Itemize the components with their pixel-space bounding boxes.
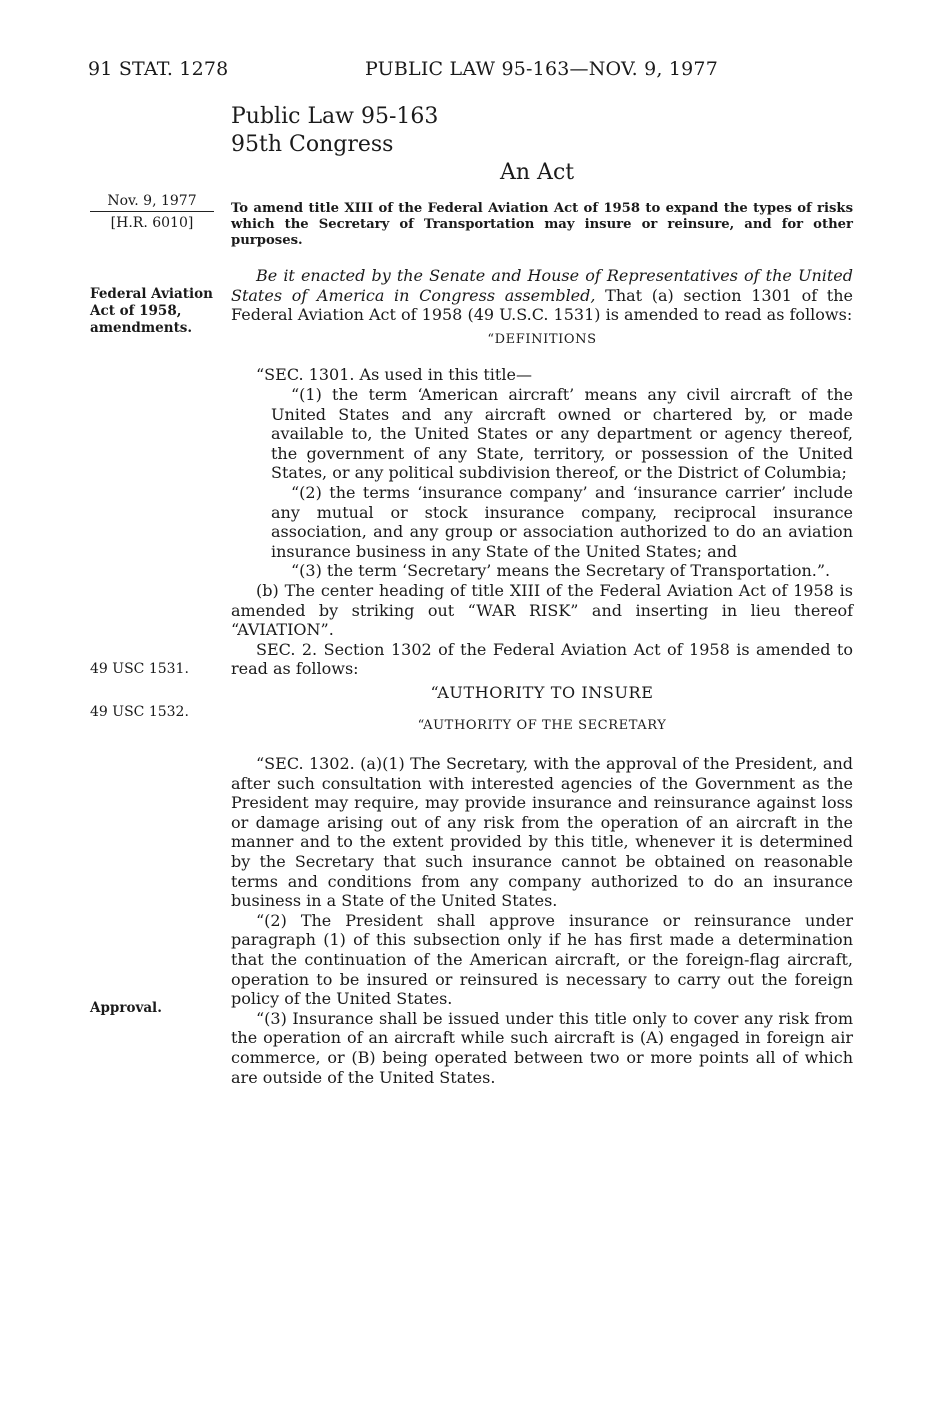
paragraph-b: (b) The center heading of title XIII of the Federal Aviation Act of 1958 is amended by striking out “WAR RISK” and inserting in lieu thereof “AVIATION”. xyxy=(231,580,853,640)
margin-date-block xyxy=(90,193,214,231)
section-1-block xyxy=(231,266,853,1087)
margin-approval: Approval. xyxy=(90,1000,162,1016)
act-purpose: To amend title XIII of the Federal Aviation Act of 1958 to expand the types of risks which the Secretary of Transportation may insure or reinsure, and for other purposes. xyxy=(231,201,853,248)
definition-1: “(1) the term ‘American aircraft’ means any civil aircraft of the United States and any aircraft owned or chartered by, or made available to, the United States or any department or agency thereof, the government of any State, territory, or possession of the United States, or any political subdivision thereof, or the District of Columbia; xyxy=(271,384,853,483)
margin-topic-line-2: Act of 1958, xyxy=(90,303,182,319)
section-2: SEC. 2. Section 1302 of the Federal Aviation Act of 1958 is amended to read as follows: xyxy=(231,639,853,679)
congress-number: 95th Congress xyxy=(231,132,394,157)
sec-1302-a2: “(2) The President shall approve insurance or reinsurance under paragraph (1) of this subsection only if he has first made a determination that the continuation of the American aircraft, or the foreign-flag aircraft, operation to be insured or reinsured is necessary to carry out the foreign policy of the United States. xyxy=(231,910,853,1009)
heading-authority-to-insure: “AUTHORITY TO INSURE xyxy=(430,682,654,702)
page-stat-number: 91 STAT. 1278 xyxy=(88,58,229,80)
heading-definitions: “DEFINITIONS xyxy=(487,331,597,347)
sec-1301-intro: “SEC. 1301. As used in this title— xyxy=(256,365,532,385)
margin-topic xyxy=(90,286,213,337)
sec-1302-a3: “(3) Insurance shall be issued under this title only to cover any risk from the operation of an aircraft while such aircraft is (A) engaged in foreign air commerce, or (B) being operated between two or more points all of which are outside of the United States. xyxy=(231,1008,853,1087)
running-title: PUBLIC LAW 95-163—NOV. 9, 1977 xyxy=(365,58,718,80)
margin-bill-number: [H.R. 6010] xyxy=(110,215,194,231)
heading-authority-of-secretary: “AUTHORITY OF THE SECRETARY xyxy=(417,718,667,734)
law-number: Public Law 95-163 xyxy=(231,104,439,129)
definition-2: “(2) the terms ‘insurance company’ and ‘insurance carrier’ include any mutual or stock insurance company, reciprocal insurance association, and any group or association authorized to do an aviation insurance business in any State of the United States; and xyxy=(271,482,853,561)
margin-usc-1531: 49 USC 1531. xyxy=(90,661,189,677)
definition-3: “(3) the term ‘Secretary’ means the Secretary of Transportation.”. xyxy=(291,561,831,581)
enacting-clause-rest: That (a) section 1301 of the Federal Aviation Act of 1958 (49 U.S.C. 1531) is amended to read as follows: xyxy=(231,285,853,325)
enacting-clause: Be it enacted by the Senate and House of Representatives of the United States of America in Congress assembled, xyxy=(231,266,853,305)
act-heading: An Act xyxy=(500,160,575,185)
margin-usc-1532: 49 USC 1532. xyxy=(90,704,189,720)
margin-topic-line-1: Federal Aviation xyxy=(90,286,213,302)
sec-1302-a1: “SEC. 1302. (a)(1) The Secretary, with the approval of the President, and after such consultation with interested agencies of the Government as the President may require, may provide insurance and reinsurance against loss or damage arising out of any risk from the operation of an aircraft in the manner and to the extent provided by this title, whenever it is determined by the Secretary that such insurance cannot be obtained on reasonable terms and conditions from any company authorized to do an insurance business in a State of the United States. xyxy=(231,754,853,911)
margin-topic-line-3: amendments. xyxy=(90,320,193,336)
margin-date: Nov. 9, 1977 xyxy=(90,193,214,212)
